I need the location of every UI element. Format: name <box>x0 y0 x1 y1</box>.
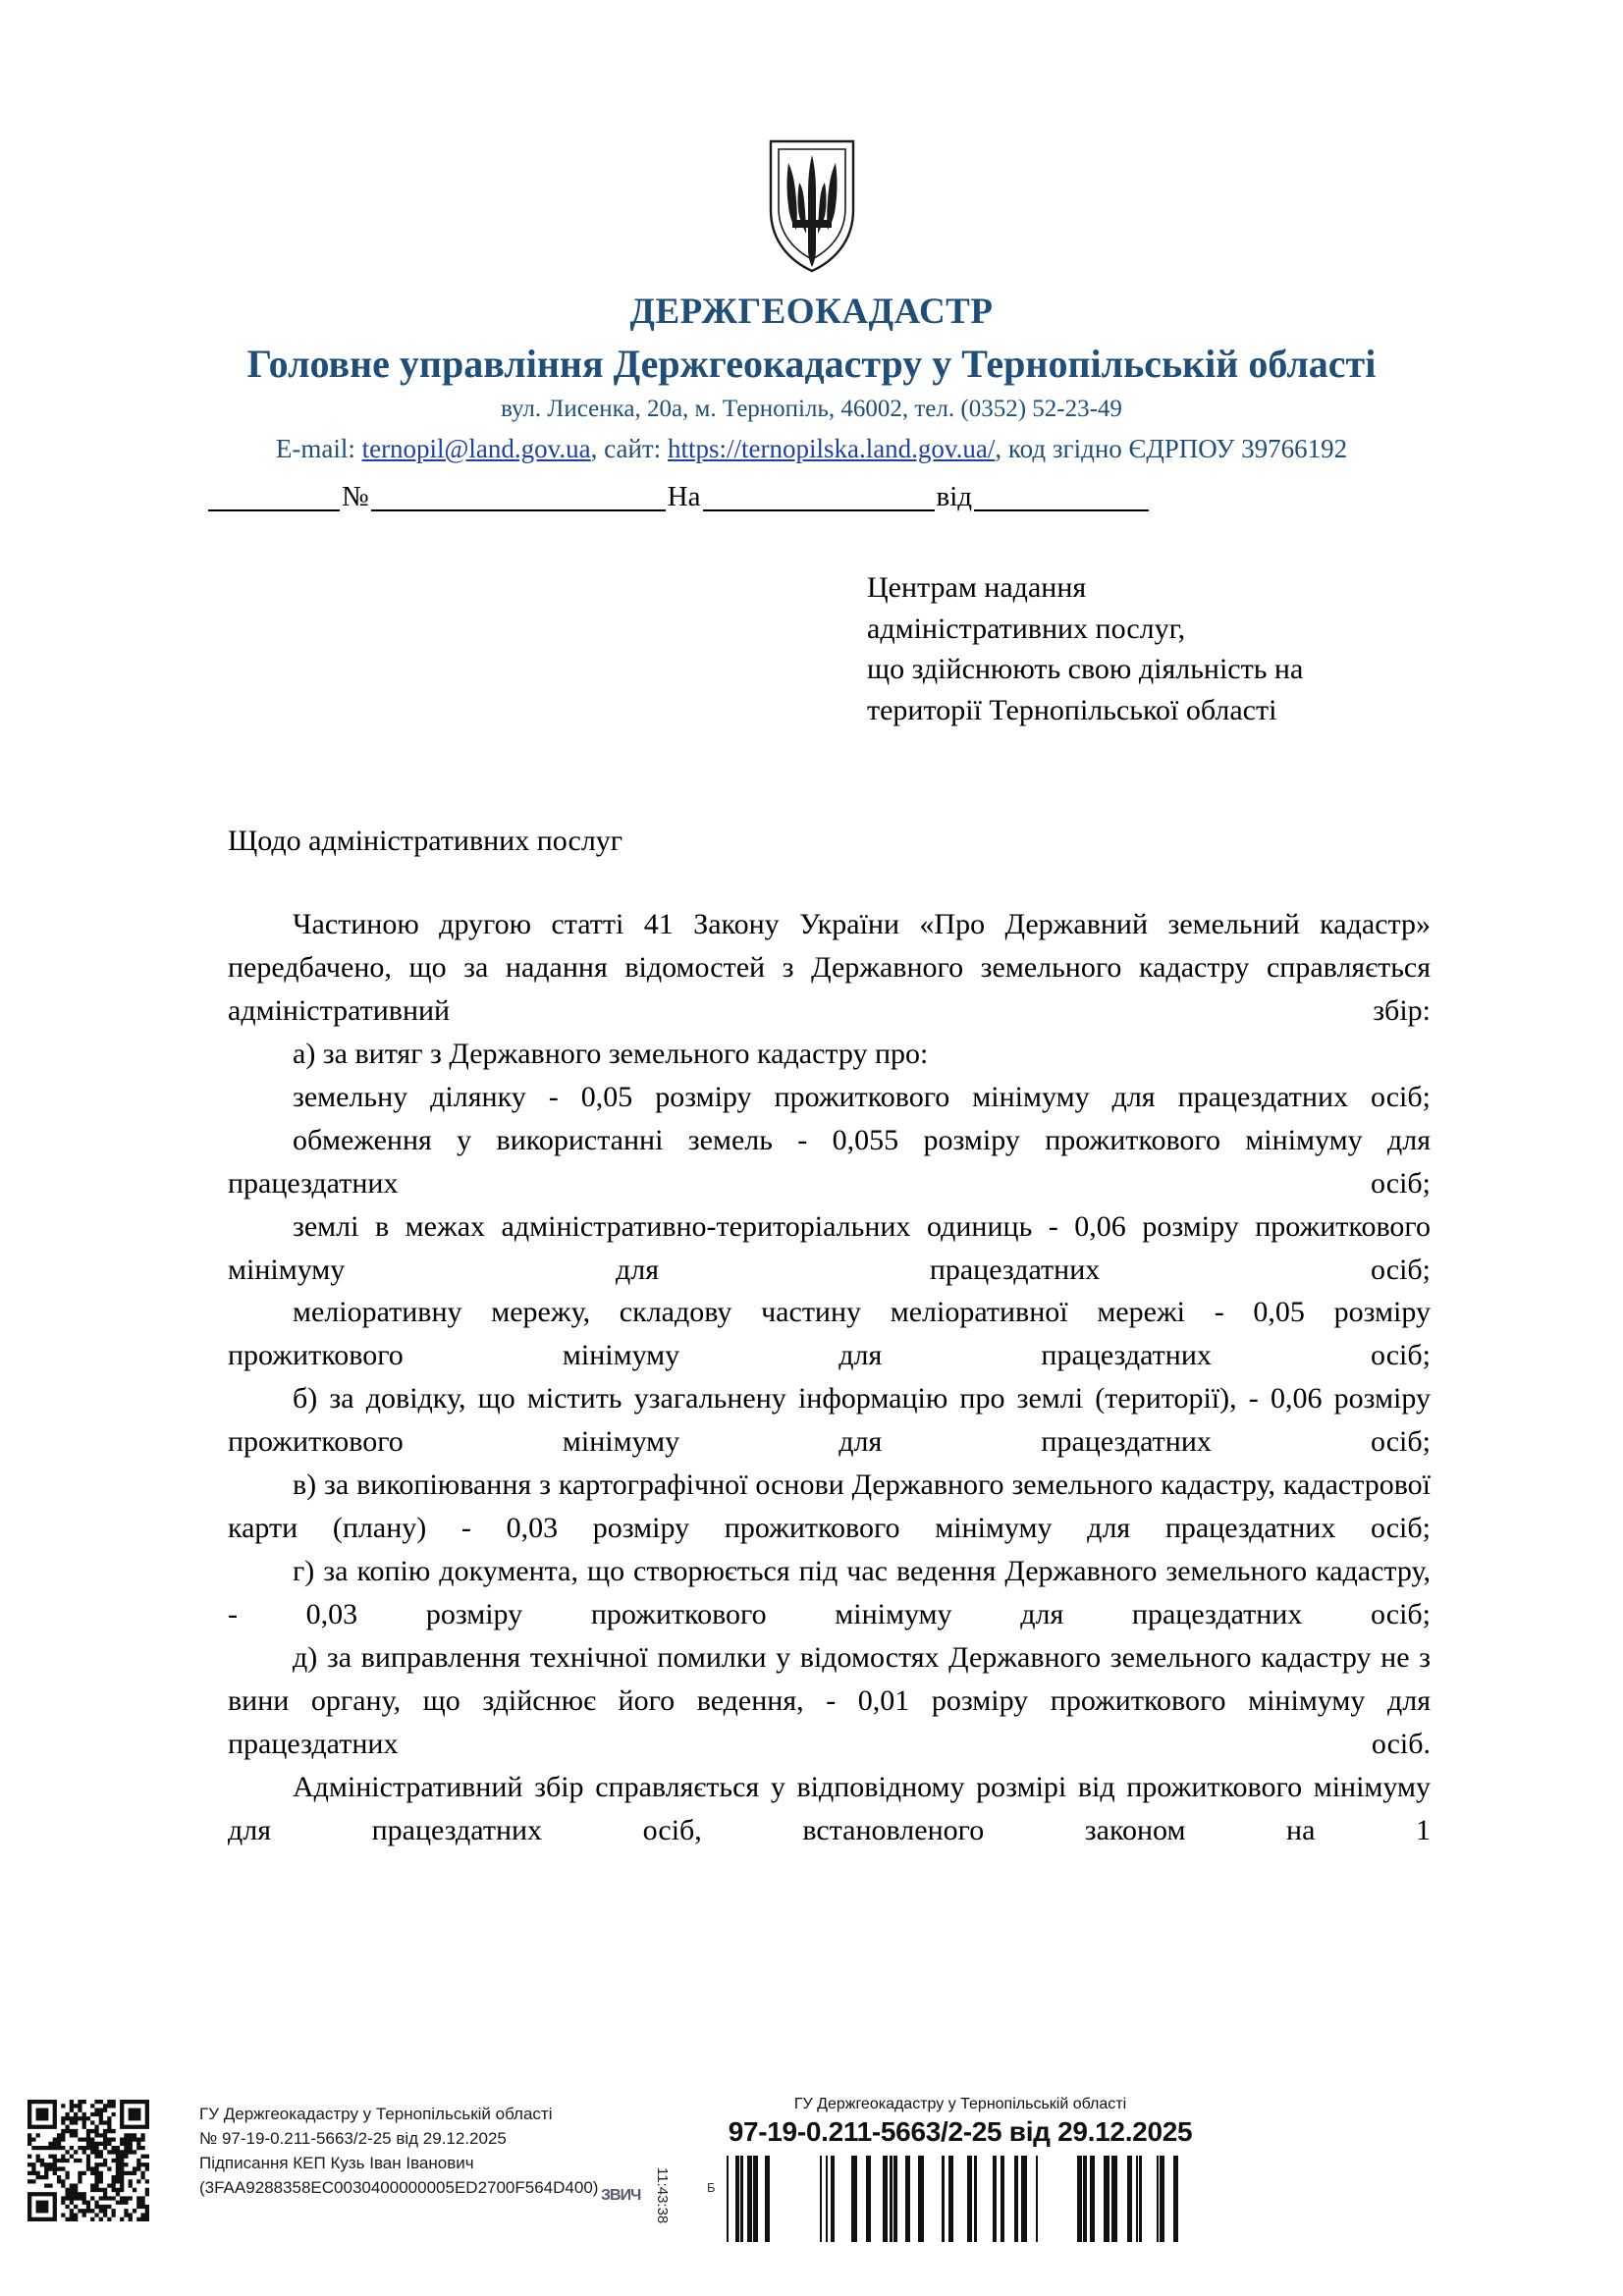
addressee-block <box>867 567 1456 731</box>
organization-full-name: Головне управління Держгеокадастру у Тернопільській області <box>246 342 1377 386</box>
organization-contacts <box>0 433 1623 464</box>
addressee-line-1: Центрам надання <box>867 571 1087 604</box>
reference-date-field[interactable] <box>974 480 1149 511</box>
body-paragraph: меліоративну мережу, складову частину меліоративної мережі - 0,05 розміру прожиткового мінімуму для працездатних осіб; <box>228 1296 1431 1372</box>
body-paragraph: землі в межах адміністративно-територіальних одиниць - 0,06 розміру прожиткового мінімуму для працездатних осіб; <box>228 1209 1431 1286</box>
barcode-side-letter: Б <box>707 2180 716 2195</box>
body-paragraph: земельну ділянку - 0,05 розміру прожиткового мінімуму для працездатних осіб; <box>293 1080 1431 1113</box>
contacts-site-prefix: , сайт: <box>590 433 668 463</box>
email-link[interactable]: ternopil@land.gov.ua <box>361 433 591 463</box>
letter-body <box>228 903 1431 1852</box>
signature-number: № 97-19-0.211-5663/2-25 від 29.12.2025 <box>199 2129 507 2149</box>
body-paragraph: г) за копію документа, що створюється під час ведення Державного земельного кадастру, - 0,03 розміру прожиткового мінімуму для працездатних осіб; <box>228 1555 1431 1630</box>
addressee-line-4: території Тернопільської області <box>867 694 1277 727</box>
document-footer <box>0 2081 1623 2296</box>
barcode-org-label: ГУ Держгеокадастру у Тернопільській області <box>793 2096 1127 2112</box>
signature-org: ГУ Держгеокадастру у Тернопільській області <box>199 2105 553 2123</box>
emblem-container <box>0 0 1623 273</box>
outgoing-number-label: № <box>342 481 369 512</box>
letterhead <box>0 0 1623 464</box>
barcode-block <box>705 2096 1216 2247</box>
contacts-email-prefix: E-mail: <box>275 433 362 463</box>
body-paragraph: Частиною другою статті 41 Закону України «Про Державний земельний кадастр» передбачено, що за надання відомостей з Державного земельного кадастру справляється адміністративний збір: <box>228 908 1431 1027</box>
body-paragraph: Адміністративний збір справляється у відповідному розмірі від прожиткового мінімуму для працездатних осіб, встановленого законом на 1 <box>228 1770 1431 1846</box>
signature-stamp-text <box>199 2102 598 2201</box>
reference-line <box>208 480 1416 511</box>
body-paragraph: б) за довідку, що містить узагальнену інформацію про землі (території), - 0,06 розміру прожиткового мінімуму для працездатних осіб; <box>228 1382 1431 1459</box>
organization-address: вул. Лисенка, 20а, м. Тернопіль, 46002, тел. (0352) 52-23-49 <box>501 395 1122 422</box>
body-paragraph: в) за викопіювання з картографічної основи Державного земельного кадастру, кадастрової карти (плану) - 0,03 розміру прожиткового мінімуму для працездатних осіб; <box>228 1468 1431 1545</box>
website-link[interactable]: https://ternopilska.land.gov.ua/ <box>667 433 996 463</box>
contacts-edrpou: , код згідно ЄДРПОУ 39766192 <box>995 433 1348 463</box>
outgoing-number-field[interactable] <box>371 480 666 511</box>
letter-subject: Щодо адміністративних послуг <box>228 825 623 857</box>
incoming-reference-field[interactable] <box>703 480 935 511</box>
barcode-icon <box>723 2156 1204 2242</box>
body-paragraph: а) за витяг з Державного земельного кадастру про: <box>293 1037 929 1070</box>
barcode-number-label: 97-19-0.211-5663/2-25 від 29.12.2025 <box>728 2116 1193 2147</box>
addressee-line-3: що здійснюють свою діяльність на <box>867 653 1304 686</box>
signature-time: 11:43:38 <box>654 2167 671 2224</box>
incoming-reference-label: На <box>667 481 701 512</box>
body-paragraph: обмеження у використанні земель - 0,055 розміру прожиткового мінімуму для працездатних осіб; <box>228 1123 1431 1200</box>
reference-date-label: від <box>936 481 973 512</box>
outgoing-number-blank-left[interactable] <box>208 480 340 511</box>
signature-signer: Підписання КЕП Кузь Іван Іванович <box>199 2154 474 2173</box>
ukraine-trident-emblem-icon <box>767 139 857 273</box>
body-paragraph: д) за виправлення технічної помилки у відомостях Державного земельного кадастру не з вини органу, що здійснює його ведення, - 0,01 розміру прожиткового мінімуму для працездатних осіб. <box>228 1640 1431 1760</box>
organization-short-name: ДЕРЖГЕОКАДАСТР <box>629 292 994 332</box>
signature-certificate-serial: (3FAA9288358EC0030400000005ED2700F564D400) <box>199 2178 599 2198</box>
signature-initials: ЗВИЧ <box>601 2187 641 2204</box>
addressee-line-2: адміністративних послуг, <box>867 612 1186 645</box>
qr-code-icon <box>27 2100 149 2221</box>
